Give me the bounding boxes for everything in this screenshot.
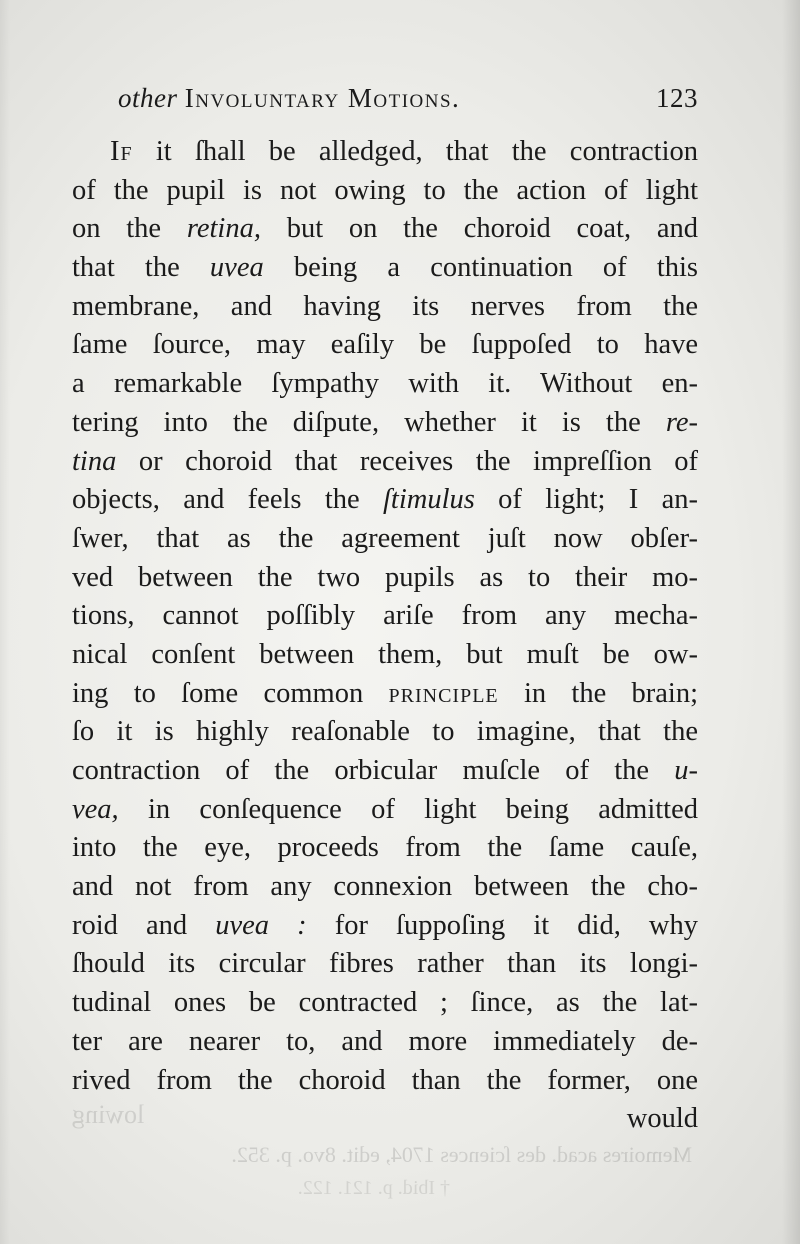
running-title-smallcaps: Involuntary Motions. bbox=[184, 83, 461, 113]
text-line: a remarkable ſympathy with it. Without en- bbox=[72, 368, 698, 400]
text-line: rived from the choroid than the former, one bbox=[72, 1064, 698, 1096]
text-line: ved between the two pupils as to their mo- bbox=[72, 561, 698, 593]
page-edge-shadow-right bbox=[782, 0, 800, 1244]
text-line: vea, in conſequence of light being admitted bbox=[72, 793, 698, 825]
italic-term: ſtimulus bbox=[382, 484, 475, 516]
text-line: membrane, and having its nerves from the bbox=[72, 290, 698, 322]
italic-term: retina, bbox=[186, 213, 261, 245]
text-line: on the retina, but on the choroid coat, and bbox=[72, 213, 698, 245]
text-line: ing to ſome common principle in the brain; bbox=[72, 677, 699, 709]
bleed-through-footnote: Memoires acad. des ſciences 1704, edit. 8vo. p. 352. bbox=[231, 1142, 692, 1167]
text-line: roid and uvea : for ſuppoſing it did, why bbox=[72, 909, 699, 941]
italic-term: vea, bbox=[72, 793, 119, 825]
italic-term: uvea : bbox=[215, 909, 307, 941]
text-line: and not from any connexion between the cho- bbox=[72, 871, 698, 903]
text-line: tions, cannot poſſibly ariſe from any mecha- bbox=[72, 600, 698, 632]
text-line: contraction of the orbicular muſcle of the u- bbox=[72, 755, 698, 786]
italic-term: uvea bbox=[209, 252, 264, 284]
text-line: tering into the diſpute, whether it is the re- bbox=[72, 406, 698, 438]
text-line: ſhould its circular fibres rather than its longi- bbox=[72, 948, 698, 980]
text-line: If it ſhall be alledged, that the contraction bbox=[110, 136, 698, 167]
page-edge-shadow-left bbox=[0, 0, 10, 1244]
running-title-italic: other bbox=[118, 83, 178, 113]
text-line: ſame ſource, may eaſily be ſuppoſed to have bbox=[72, 329, 698, 361]
italic-term: tina bbox=[72, 445, 117, 477]
running-title bbox=[118, 78, 460, 118]
italic-term: re- bbox=[665, 406, 698, 438]
text-line: into the eye, proceeds from the ſame cauſe, bbox=[72, 832, 698, 864]
text-line: ſo it is highly reaſonable to imagine, that the bbox=[72, 716, 698, 748]
text-line: of the pupil is not owing to the action of light bbox=[72, 174, 698, 206]
page-number: 123 bbox=[656, 83, 698, 113]
body-text bbox=[72, 133, 698, 1139]
text-line: tudinal ones be contracted ; ſince, as the lat- bbox=[72, 987, 698, 1019]
text-line: ter are nearer to, and more immediately de- bbox=[72, 1025, 698, 1057]
italic-term: u- bbox=[674, 755, 698, 786]
bleed-through-word: lowing bbox=[72, 1100, 145, 1129]
text-line: that the uvea being a continuation of this bbox=[72, 252, 698, 284]
text-line: ſwer, that as the agreement juſt now obſer- bbox=[72, 522, 698, 554]
catchword: would bbox=[626, 1103, 698, 1135]
text-line: objects, and feels the ſtimulus of light; I an- bbox=[72, 484, 698, 516]
text-line: nical conſent between them, but muſt be ow- bbox=[72, 638, 698, 670]
bleed-through-footnote-2: † Ibid. p. 121. 122. bbox=[297, 1177, 450, 1199]
text-line: tina or choroid that receives the impreſſion of bbox=[72, 445, 698, 477]
opening-word: If bbox=[110, 136, 133, 167]
running-header bbox=[118, 78, 698, 118]
smallcaps-term: principle bbox=[388, 677, 499, 709]
